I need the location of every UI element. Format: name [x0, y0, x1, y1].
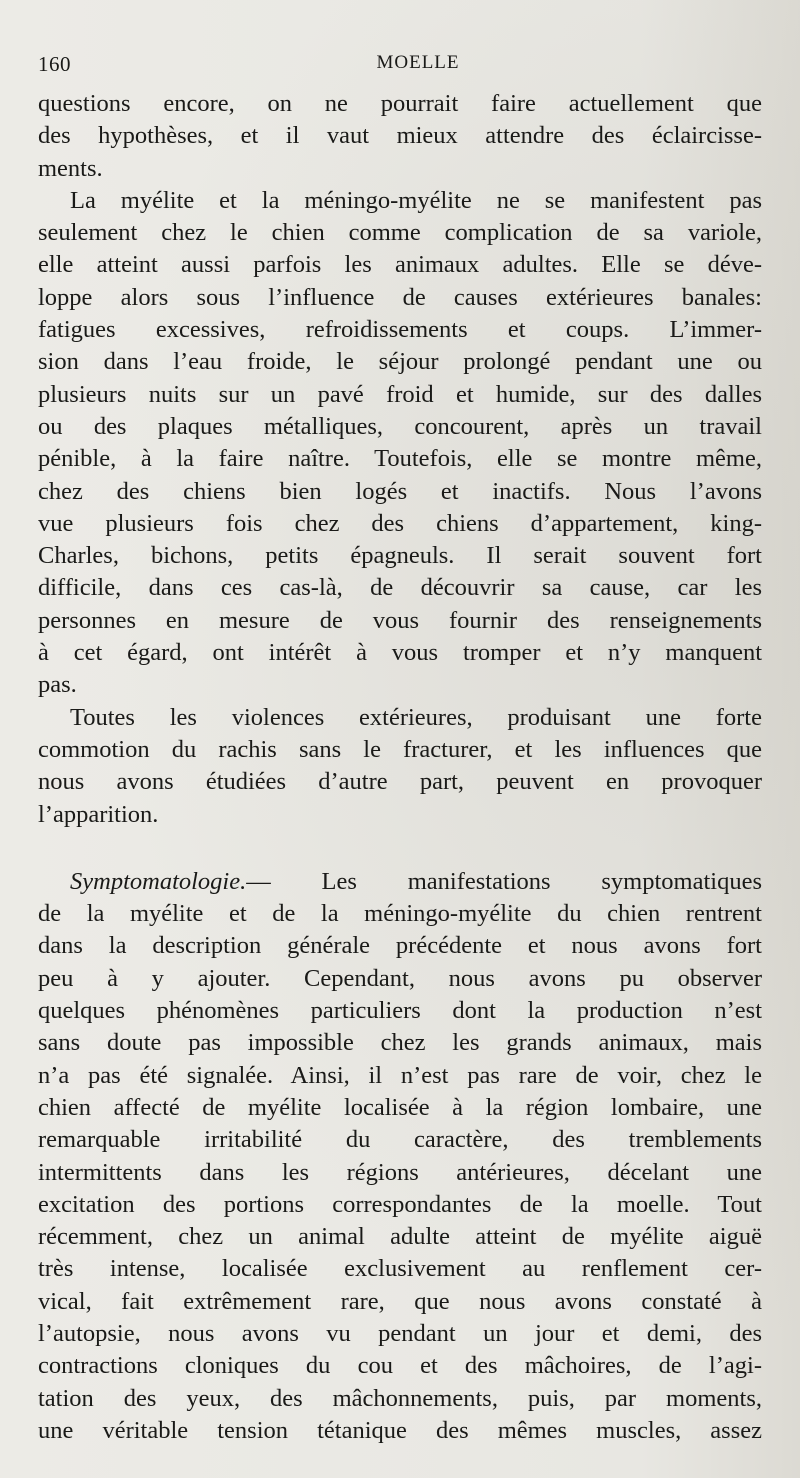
body-text	[38, 88, 762, 1447]
text-line: dans la description générale précédente et nous avons fort	[38, 932, 762, 960]
text-line: personnes en mesure de vous fournir des renseignements	[38, 606, 762, 634]
text-line: fatigues excessives, refroidissements et coups. L’immer-	[38, 316, 762, 344]
running-head: MOELLE	[376, 52, 460, 73]
text-line: La myélite et la méningo-myélite ne se manifestent pas	[70, 186, 762, 214]
text-line: questions encore, on ne pourrait faire actuellement que	[38, 90, 762, 117]
text-line: tation des yeux, des mâchonnements, puis, par moments,	[38, 1384, 762, 1412]
text-line: seulement chez le chien comme complication de sa variole,	[38, 219, 762, 247]
text-line: nous avons étudiées d’autre part, peuvent en provoquer	[38, 768, 762, 796]
paragraph	[38, 88, 762, 185]
text-line: peu à y ajouter. Cependant, nous avons pu observer	[38, 964, 762, 992]
text-line: vue plusieurs fois chez des chiens d’appartement, king-	[38, 509, 762, 537]
text-line: difficile, dans ces cas-là, de découvrir sa cause, car les	[38, 574, 762, 602]
text-line: intermittents dans les régions antérieures, décelant une	[38, 1158, 762, 1186]
text-line: elle atteint aussi parfois les animaux adultes. Elle se déve-	[38, 251, 762, 279]
text-line: récemment, chez un animal adulte atteint de myélite aiguë	[38, 1223, 762, 1251]
text-line: remarquable irritabilité du caractère, des tremblements	[38, 1126, 762, 1154]
text-line: l’apparition.	[38, 800, 159, 828]
text-line: loppe alors sous l’influence de causes extérieures banales:	[38, 283, 762, 311]
paragraph	[38, 866, 762, 1447]
section-spacer	[38, 831, 762, 866]
text-line: n’a pas été signalée. Ainsi, il n’est pas rare de voir, chez le	[38, 1061, 762, 1089]
text-line: à cet égard, ont intérêt à vous tromper et n’y manquent	[38, 639, 762, 667]
text-line: sans doute pas impossible chez les grands animaux, mais	[38, 1029, 762, 1057]
text-line: contractions cloniques du cou et des mâchoires, de l’agi-	[38, 1352, 762, 1380]
text-line: chien affecté de myélite localisée à la région lombaire, une	[38, 1093, 762, 1121]
text-line: excitation des portions correspondantes de la moelle. Tout	[38, 1190, 762, 1218]
text-line: plusieurs nuits sur un pavé froid et humide, sur des dalles	[38, 380, 762, 408]
text-line: pénible, à la faire naître. Toutefois, elle se montre même,	[38, 445, 762, 473]
text-line: Toutes les violences extérieures, produisant une forte	[70, 703, 762, 731]
text-line: une véritable tension tétanique des mêmes muscles, assez	[38, 1416, 762, 1444]
page-number: 160	[38, 52, 71, 76]
text-line: vical, fait extrêmement rare, que nous avons constaté à	[38, 1287, 762, 1315]
text-line: Charles, bichons, petits épagneuls. Il serait souvent fort	[38, 542, 762, 570]
section-heading: Symptomatologie.	[70, 867, 247, 895]
text-line: de la myélite et de la méningo-myélite du chien rentrent	[38, 900, 762, 928]
paragraph	[38, 185, 762, 702]
text-line: pas.	[38, 671, 77, 699]
text-line-rest: — Les manifestations symptomatiques	[246, 867, 762, 895]
text-line: des hypothèses, et il vaut mieux attendre des éclaircisse-	[38, 122, 762, 150]
text-line: très intense, localisée exclusivement au renflement cer-	[38, 1255, 762, 1283]
text-line: quelques phénomènes particuliers dont la production n’est	[38, 997, 762, 1025]
text-line: ou des plaques métalliques, concourent, après un travail	[38, 412, 762, 440]
text-line: commotion du rachis sans le fracturer, et les influences que	[38, 735, 762, 763]
text-line	[38, 866, 762, 898]
paragraph	[38, 702, 762, 831]
text-line: ments.	[38, 154, 103, 182]
text-line: l’autopsie, nous avons vu pendant un jour et demi, des	[38, 1319, 762, 1347]
page-header	[38, 52, 760, 82]
text-line: chez des chiens bien logés et inactifs. Nous l’avons	[38, 477, 762, 505]
text-line: sion dans l’eau froide, le séjour prolongé pendant une ou	[38, 348, 762, 376]
